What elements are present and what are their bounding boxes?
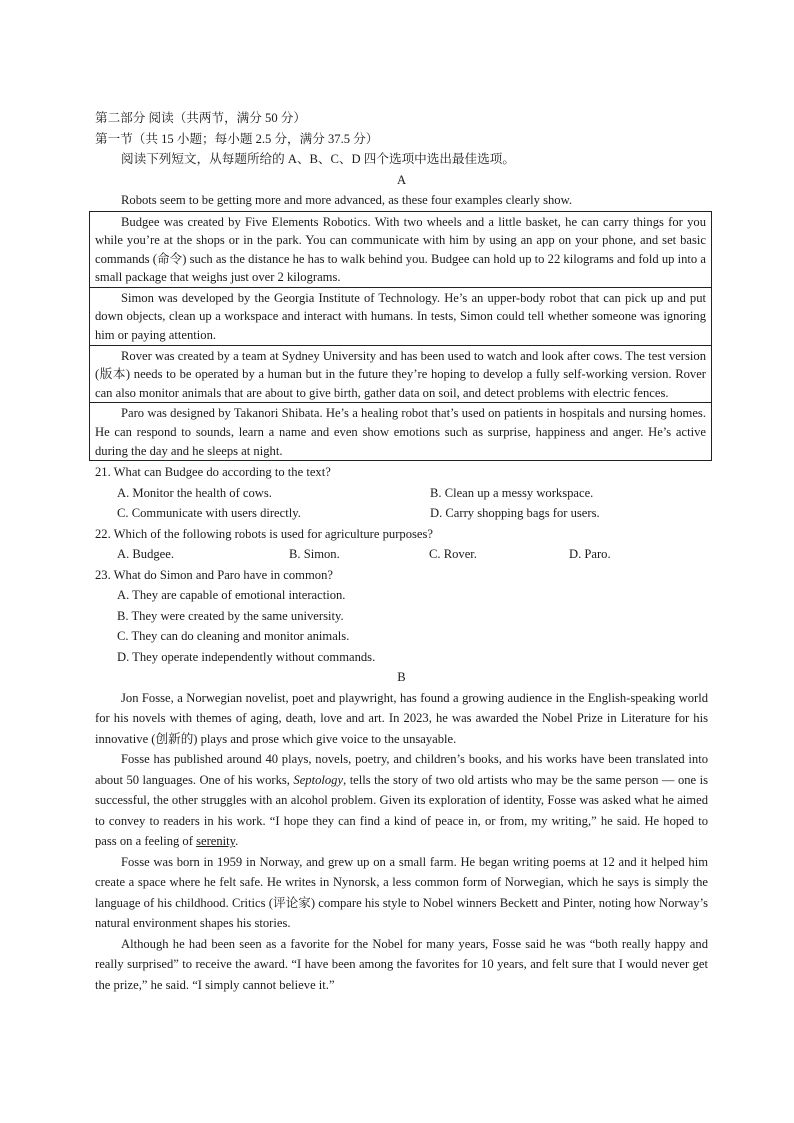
passage-a-intro: Robots seem to be getting more and more advanced, as these four examples clearly show. — [121, 193, 573, 207]
option-23-d[interactable]: D. They operate independently without commands. — [117, 649, 376, 664]
question-22-stem: 22. Which of the following robots is used for agriculture purposes? — [95, 526, 433, 541]
paragraph-2-text-end: . — [235, 834, 239, 849]
part-title: 第二部分 阅读（共两节，满分 50 分） — [95, 111, 306, 125]
instruction: 阅读下列短文，从每题所给的 A、B、C、D 四个选项中选出最佳选项。 — [121, 152, 515, 166]
paragraph-2-text-start: Fosse has published around 40 plays, novels, poetry, and children’s books, and his works have been translated into about 50 languages. One of his works, — [95, 752, 708, 787]
question-23-stem: 23. What do Simon and Paro have in common? — [95, 567, 333, 582]
passage-b-paragraph-4: Although he had been seen as a favorite for the Nobel for many years, Fosse said he was “both really happy and really surprised” to receive the award. “I have been among the favorites for 10 years, and felt sure that I would never get the prize,” he said. “I simply cannot believe it.” — [95, 936, 708, 992]
robot-table — [89, 211, 712, 462]
option-21-b[interactable]: B. Clean up a messy workspace. — [430, 485, 594, 500]
option-22-c[interactable]: C. Rover. — [429, 547, 477, 562]
paragraph-2-text-middle: , tells the story of two old artists who may be the same person — one is successful, the other struggles with an alcohol problem. Given its exploration of identity, Fosse was asked what he aimed to convey to readers in his work. “I hope they can find a kind of peace in, or from, my writing,” he said. He hoped to pass on a feeling of — [95, 772, 708, 849]
passage-a-label: A — [396, 172, 407, 187]
question-21-options — [95, 483, 708, 524]
question-21-stem: 21. What can Budgee do according to the text? — [95, 465, 331, 480]
question-22-options — [95, 544, 708, 565]
option-21-a[interactable]: A. Monitor the health of cows. — [117, 485, 272, 500]
option-22-b[interactable]: B. Simon. — [289, 547, 340, 562]
robot-box-paro: Paro was designed by Takanori Shibata. He’s a healing robot that’s used on patients in hospitals and nursing homes. He can respond to sounds, learn a name and even show emotions such as surprise, happiness and anger. He’s active during the day and he sleeps at night. — [90, 402, 711, 460]
passage-b-label: B — [397, 670, 406, 685]
option-22-a[interactable]: A. Budgee. — [117, 547, 175, 562]
robot-box-rover: Rover was created by a team at Sydney University and has been used to watch and look after cows. The test version (版本) needs to be operated by a human but in the future they’re hoping to develop a fully self-working version. Rover can also monitor animals that are about to give birth, gather data on soil, and detect problems with electric fences. — [90, 345, 711, 403]
section-title: 第一节（共 15 小题；每小题 2.5 分，满分 37.5 分） — [95, 131, 379, 146]
option-23-c[interactable]: C. They can do cleaning and monitor animals. — [117, 629, 350, 644]
option-23-b[interactable]: B. They were created by the same university. — [117, 608, 344, 623]
exam-page — [95, 108, 708, 995]
option-22-d[interactable]: D. Paro. — [569, 547, 611, 562]
robot-box-budgee: Budgee was created by Five Elements Robotics. With two wheels and a little basket, he can carry things for you while you’re at the shops or in the park. You can communicate with him by using an app on your phone, and set basic commands (命令) such as the distance he has to walk behind you. Budgee can hold up to 22 kilograms and fold up into a small package that weighs just over 2 kilograms. — [95, 214, 706, 285]
option-23-a[interactable]: A. They are capable of emotional interaction. — [117, 588, 346, 603]
passage-b-paragraph-1: Jon Fosse, a Norwegian novelist, poet and playwright, has found a growing audience in the English-speaking world for his novels with themes of aging, death, love and art. In 2023, he was awarded the Nobel Prize in Literature for his innovative (创新的) plays and prose which give voice to the unsayable. — [95, 690, 708, 746]
underlined-word-serenity: serenity — [196, 834, 236, 849]
passage-b-paragraph-3: Fosse was born in 1959 in Norway, and grew up on a small farm. He began writing poems at 12 and it helped him create a space where he felt safe. He writes in Nynorsk, a less common form of Norwegian, which he says is simply the language of his childhood. Critics (评论家) compare his style to Nobel winners Beckett and Pinter, noting how Norway’s natural environment shapes his stories. — [95, 854, 708, 931]
book-title-septology: Septology — [293, 772, 344, 787]
robot-box-simon: Simon was developed by the Georgia Institute of Technology. He’s an upper-body robot that can pick up and put down objects, clean up a workspace and interact with humans. In tests, Simon could tell whether someone was ignoring him or paying attention. — [90, 287, 711, 345]
passage-b-paragraph-2 — [95, 749, 708, 852]
option-21-c[interactable]: C. Communicate with users directly. — [117, 506, 301, 521]
option-21-d[interactable]: D. Carry shopping bags for users. — [430, 506, 600, 521]
